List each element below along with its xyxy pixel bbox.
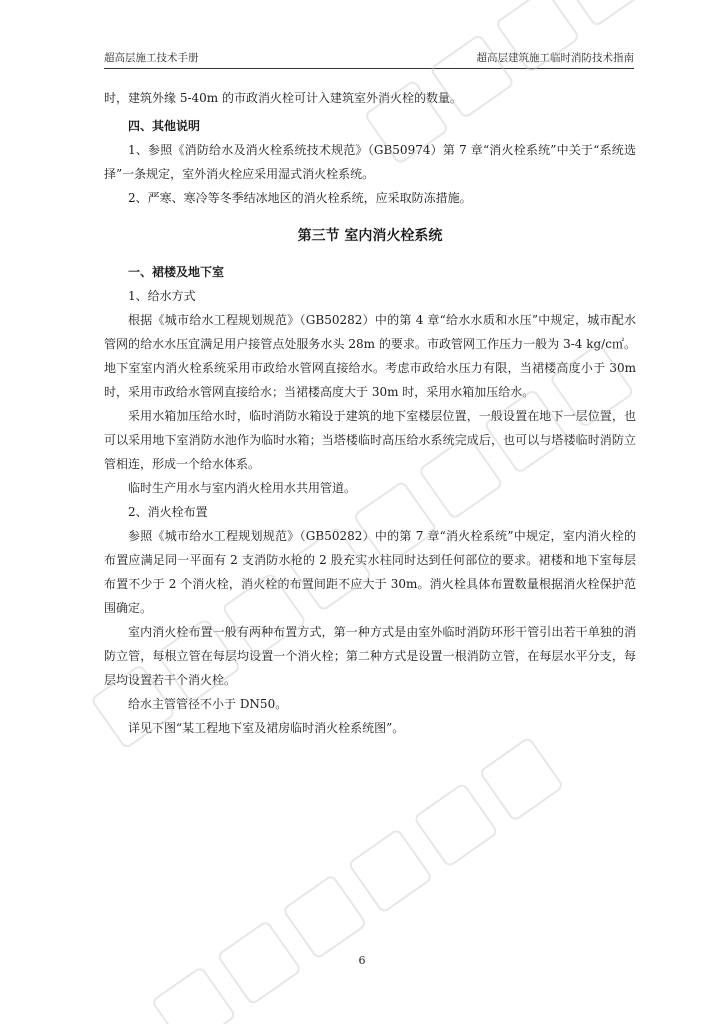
paragraph: 2、严寒、寒冷等冬季结冰地区的消火栓系统，应采取防冻措施。 bbox=[128, 191, 472, 205]
section-heading-other-notes: 四、其他说明 bbox=[128, 119, 201, 133]
paragraph: 室内消火栓布置一般有两种布置方式，第一种方式是由室外临时消防环形干管引出若干单独的消防立管，每根立管在每层均设置一个消火栓；第二种方式是设置一根消防立管，在每层水平分支，每层均设置若干个消火栓。 bbox=[104, 625, 636, 687]
subsection-heading-podium-basement: 一、裙楼及地下室 bbox=[128, 265, 225, 279]
paragraph: 给水主管管径不小于 DN50。 bbox=[128, 697, 288, 711]
paragraph: 1、参照《消防给水及消火栓系统技术规范》（GB50974）第 7 章“消火栓系统”中关于“系统选择”一条规定，室外消火栓应采用湿式消火栓系统。 bbox=[104, 143, 636, 181]
subheading-water-supply: 1、给水方式 bbox=[128, 289, 196, 303]
document-body bbox=[104, 86, 636, 740]
paragraph: 采用水箱加压给水时，临时消防水箱设于建筑的地下室楼层位置，一般设置在地下一层位置，也可以采用地下室消防水池作为临时水箱；当塔楼临时高压给水系统完成后，也可以与塔楼临时消防立管相连，形成一个给水体系。 bbox=[104, 409, 636, 471]
paragraph: 详见下图“某工程地下室及裙房临时消火栓系统图”。 bbox=[128, 721, 405, 735]
header-left-title: 超高层施工技术手册 bbox=[104, 52, 199, 64]
page-number: 6 bbox=[358, 954, 366, 967]
paragraph: 参照《城市给水工程规划规范》（GB50282）中的第 7 章“消火栓系统”中规定，室内消火栓的布置应满足同一平面有 2 支消防水枪的 2 股充实水柱同时达到任何部位的要求。裙楼和地下室每层布置不少于 2 个消火栓，消火栓的布置间距不应大于 30m。消火栓具体布置数量根据消火栓保护范围确定。 bbox=[104, 529, 636, 615]
paragraph: 临时生产用水与室内消火栓用水共用管道。 bbox=[128, 481, 357, 495]
page-header bbox=[104, 50, 634, 69]
subheading-hydrant-layout: 2、消火栓布置 bbox=[128, 505, 208, 519]
paragraph: 根据《城市给水工程规划规范》（GB50282）中的第 4 章“给水水质和水压”中规定，城市配水管网的给水水压宜满足用户接管点处服务水头 28m 的要求。市政管网工作压力一般为 3-4 kg/c㎡。地下室室内消火栓系统采用市政给水管网直接给水。考虑市政给水压力有限，当裙楼高度小于 30m 时，采用市政给水管网直接给水；当裙楼高度大于 30m 时，采用水箱加压给水。 bbox=[104, 313, 636, 399]
paragraph: 时，建筑外缘 5-40m 的市政消火栓可计入建筑室外消火栓的数量。 bbox=[104, 91, 462, 105]
header-right-title: 超高层建筑施工临时消防技术指南 bbox=[476, 52, 634, 64]
section-title: 第三节 室内消火栓系统 bbox=[297, 228, 443, 244]
